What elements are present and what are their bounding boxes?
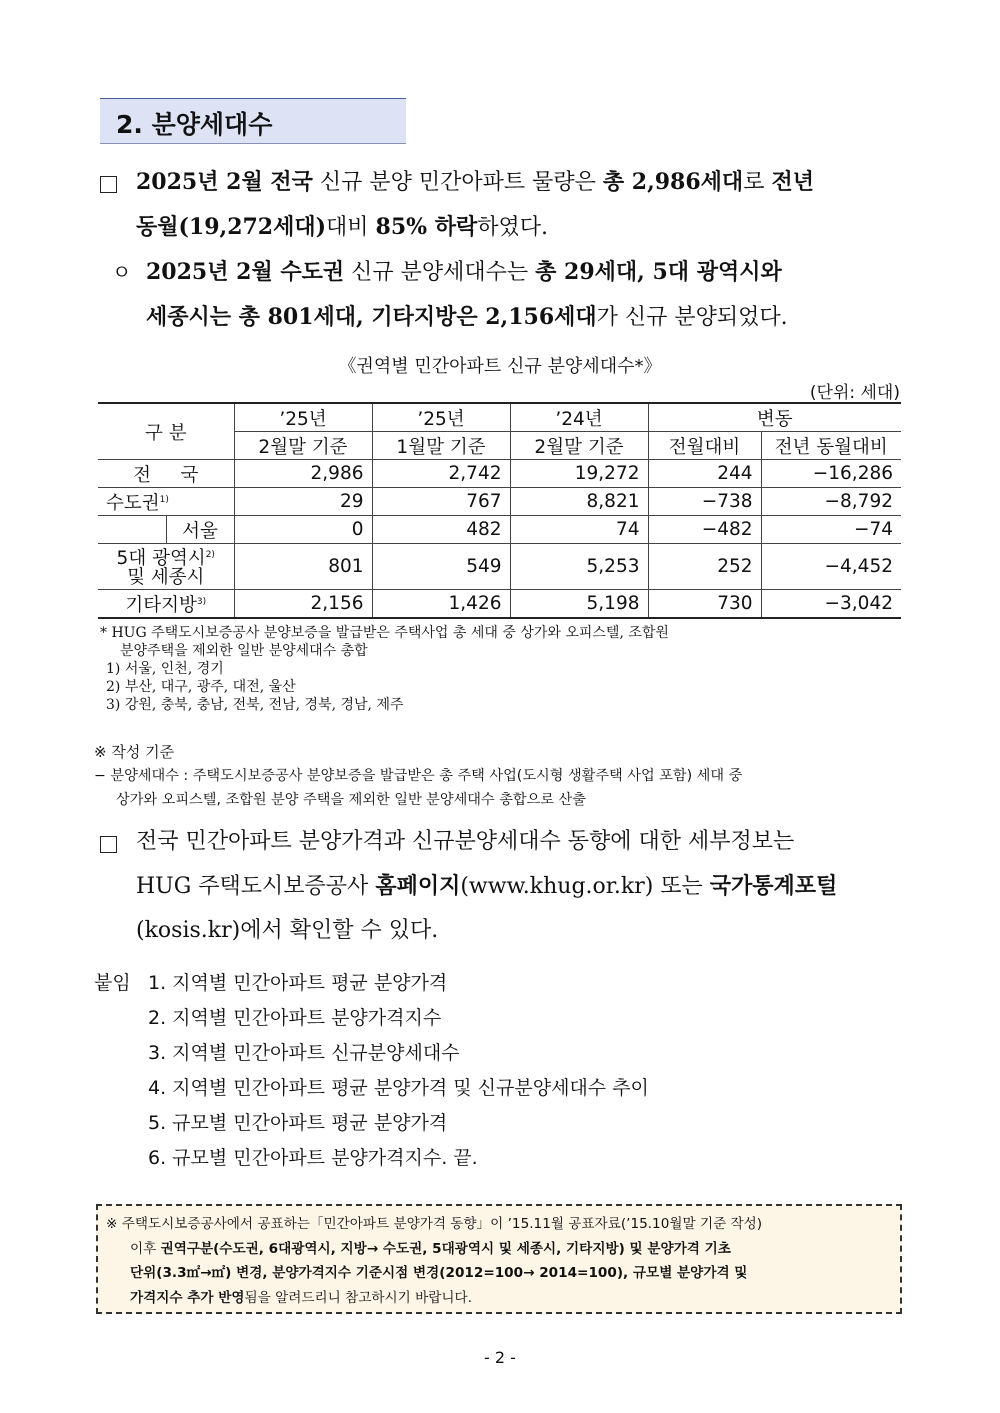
p1-l1-bold3: 전년 bbox=[771, 169, 814, 195]
cell: −3,042 bbox=[761, 590, 901, 619]
note-star-l1: * HUG 주택도시보증공사 분양보증을 발급받은 주택사업 총 세대 중 상가와 오피스텔, 조합원 bbox=[100, 625, 669, 641]
cell: 5,253 bbox=[510, 544, 648, 590]
table-notes bbox=[100, 624, 900, 714]
cell: 767 bbox=[372, 488, 510, 516]
cell: 244 bbox=[648, 460, 761, 488]
section-title-box bbox=[100, 98, 406, 144]
circle-bullet: ㅇ bbox=[112, 260, 132, 284]
cell: 5,198 bbox=[510, 590, 648, 619]
row-label-sup: 3) bbox=[196, 596, 207, 607]
cell: 1,426 bbox=[372, 590, 510, 619]
p2-l2-text1: 가 신규 분양되었다. bbox=[596, 305, 788, 330]
cell: −8,792 bbox=[761, 488, 901, 516]
p3-l3: (kosis.kr)에서 확인할 수 있다. bbox=[136, 918, 439, 943]
attachment-item: 6. 규모별 민간아파트 분양가격지수. 끝. bbox=[148, 1147, 478, 1169]
p2-l1-text1: 신규 분양세대수는 bbox=[344, 260, 536, 285]
row-label-cell bbox=[98, 544, 234, 590]
attachment-item: 4. 지역별 민간아파트 평균 분양가격 및 신규분양세대수 추이 bbox=[148, 1077, 649, 1099]
p3-l2-text2: (www.khug.or.kr) 또는 bbox=[460, 874, 710, 899]
subscription-table bbox=[98, 402, 901, 619]
row-label-sup: 1) bbox=[159, 494, 169, 505]
cell: 2,986 bbox=[234, 460, 372, 488]
cell: 29 bbox=[234, 488, 372, 516]
cell: −738 bbox=[648, 488, 761, 516]
notice-l2-text: 이후 bbox=[130, 1240, 161, 1257]
cell: 0 bbox=[234, 516, 372, 544]
row-label-cell bbox=[98, 488, 234, 516]
p3-l2-text1: HUG 주택도시보증공사 bbox=[136, 874, 376, 899]
criteria-l1: − 분양세대수 : 주택도시보증공사 분양보증을 발급받은 총 주택 사업(도시형 생활주택 사업 포함) 세대 중 bbox=[94, 768, 743, 784]
cell: 19,272 bbox=[510, 460, 648, 488]
header-c1-bot: 2월말 기준 bbox=[234, 432, 372, 460]
row-label-2: 및 세종시 bbox=[127, 566, 205, 588]
notice-l1: ※ 주택도시보증공사에서 공표하는「민간아파트 분양가격 동향」이 ’15.11월 공표자료(’15.10월말 기준 작성) bbox=[106, 1216, 763, 1232]
table-row bbox=[98, 488, 901, 516]
page-number: - 2 - bbox=[484, 1348, 516, 1367]
note-3: 3) 강원, 충북, 충남, 전북, 전남, 경북, 경남, 제주 bbox=[106, 697, 404, 713]
p2-l1-bold2: 총 29세대, 5대 광역시와 bbox=[535, 259, 782, 285]
row-label: 서울 bbox=[166, 516, 234, 544]
attachment-item: 5. 규모별 민간아파트 평균 분양가격 bbox=[148, 1112, 448, 1134]
cell: 74 bbox=[510, 516, 648, 544]
header-c2-bot: 1월말 기준 bbox=[372, 432, 510, 460]
table-row bbox=[98, 460, 901, 488]
header-c3-bot: 2월말 기준 bbox=[510, 432, 648, 460]
cell: 8,821 bbox=[510, 488, 648, 516]
cell: −74 bbox=[761, 516, 901, 544]
cell: −482 bbox=[648, 516, 761, 544]
paragraph-2 bbox=[112, 250, 788, 340]
note-star-l2: 분양주택을 제외한 일반 분양세대수 총합 bbox=[120, 643, 368, 659]
attachments-label: 붙임 bbox=[94, 972, 131, 994]
criteria-l2: 상가와 오피스텔, 조합원 분양 주택을 제외한 일반 분양세대수 총합으로 산출 bbox=[116, 792, 586, 808]
p3-l1: 전국 민간아파트 분양가격과 신규분양세대수 동향에 대한 세부정보는 bbox=[136, 829, 795, 854]
table-row bbox=[98, 590, 901, 619]
p1-l2-text2: 하였다. bbox=[477, 215, 548, 240]
notice-l4-bold: 가격지수 추가 반영 bbox=[130, 1289, 245, 1306]
checkbox-bullet-icon bbox=[100, 836, 117, 853]
p1-l1-text1: 신규 분양 민간아파트 물량은 bbox=[312, 170, 603, 195]
header-change: 변동 bbox=[648, 403, 901, 432]
note-2: 2) 부산, 대구, 광주, 대전, 울산 bbox=[106, 679, 296, 695]
cell: 549 bbox=[372, 544, 510, 590]
table-row bbox=[98, 544, 901, 590]
p1-l2-bold2: 85% 하락 bbox=[375, 214, 478, 240]
row-label: 전 국 bbox=[98, 460, 234, 488]
header-mom: 전월대비 bbox=[648, 432, 761, 460]
attachment-item: 1. 지역별 민간아파트 평균 분양가격 bbox=[148, 972, 448, 994]
header-c3-top: ’24년 bbox=[510, 403, 648, 432]
header-c2-top: ’25년 bbox=[372, 403, 510, 432]
criteria bbox=[94, 740, 914, 812]
p3-kosis: 국가통계포털 bbox=[709, 873, 838, 899]
table-unit: (단위: 세대) bbox=[809, 383, 900, 403]
table-caption: 《권역별 민간아파트 신규 분양세대수*》 bbox=[338, 356, 662, 377]
row-label-cell bbox=[98, 590, 234, 619]
paragraph-3 bbox=[98, 820, 837, 953]
checkbox-bullet-icon bbox=[100, 176, 117, 193]
notice-l4-text: 됨을 알려드리니 참고하시기 바랍니다. bbox=[244, 1289, 472, 1306]
cell: 2,742 bbox=[372, 460, 510, 488]
p3-homepage: 홈페이지 bbox=[375, 873, 461, 899]
p2-l1-bold1: 2025년 2월 수도권 bbox=[146, 259, 345, 285]
table-row bbox=[98, 516, 901, 544]
p2-l2-bold1: 세종시는 총 801세대, 기타지방은 2,156세대 bbox=[146, 304, 597, 330]
cell: 730 bbox=[648, 590, 761, 619]
row-label-sup: 2) bbox=[205, 550, 215, 561]
notice-l3: 단위(3.3㎡→㎡) 변경, 분양가격지수 기준시점 변경(2012=100→ 2014=100), 규모별 분양가격 및 bbox=[130, 1265, 748, 1281]
section-title: 2. 분양세대수 bbox=[116, 110, 273, 139]
indent-cell bbox=[98, 516, 166, 544]
attachments bbox=[94, 966, 649, 1176]
attachment-item: 3. 지역별 민간아파트 신규분양세대수 bbox=[148, 1042, 460, 1064]
p1-l1-bold2: 총 2,986세대 bbox=[602, 169, 744, 195]
header-c1-top: ’25년 bbox=[234, 403, 372, 432]
note-1: 1) 서울, 인천, 경기 bbox=[106, 661, 224, 677]
row-label: 5대 광역시 bbox=[116, 548, 206, 570]
cell: 801 bbox=[234, 544, 372, 590]
cell: −4,452 bbox=[761, 544, 901, 590]
p1-l1-text2: 로 bbox=[743, 170, 772, 195]
p1-l1-bold1: 2025년 2월 전국 bbox=[136, 169, 313, 195]
p1-l2-bold1: 동월(19,272세대) bbox=[136, 214, 327, 240]
cell: 482 bbox=[372, 516, 510, 544]
header-gubun: 구 분 bbox=[98, 403, 234, 460]
p1-l2-text1: 대비 bbox=[326, 215, 376, 240]
cell: 2,156 bbox=[234, 590, 372, 619]
paragraph-1 bbox=[98, 160, 814, 250]
notice-l2-bold: 권역구분(수도권, 6대광역시, 지방→ 수도권, 5대광역시 및 세종시, 기타지방) 및 분양가격 기초 bbox=[160, 1240, 731, 1257]
cell: −16,286 bbox=[761, 460, 901, 488]
header-yoy: 전년 동월대비 bbox=[761, 432, 901, 460]
row-label: 기타지방 bbox=[125, 594, 197, 616]
notice-box bbox=[96, 1204, 902, 1314]
attachment-item: 2. 지역별 민간아파트 분양가격지수 bbox=[148, 1007, 442, 1029]
criteria-title: ※ 작성 기준 bbox=[94, 743, 175, 761]
row-label: 수도권 bbox=[106, 492, 160, 514]
cell: 252 bbox=[648, 544, 761, 590]
